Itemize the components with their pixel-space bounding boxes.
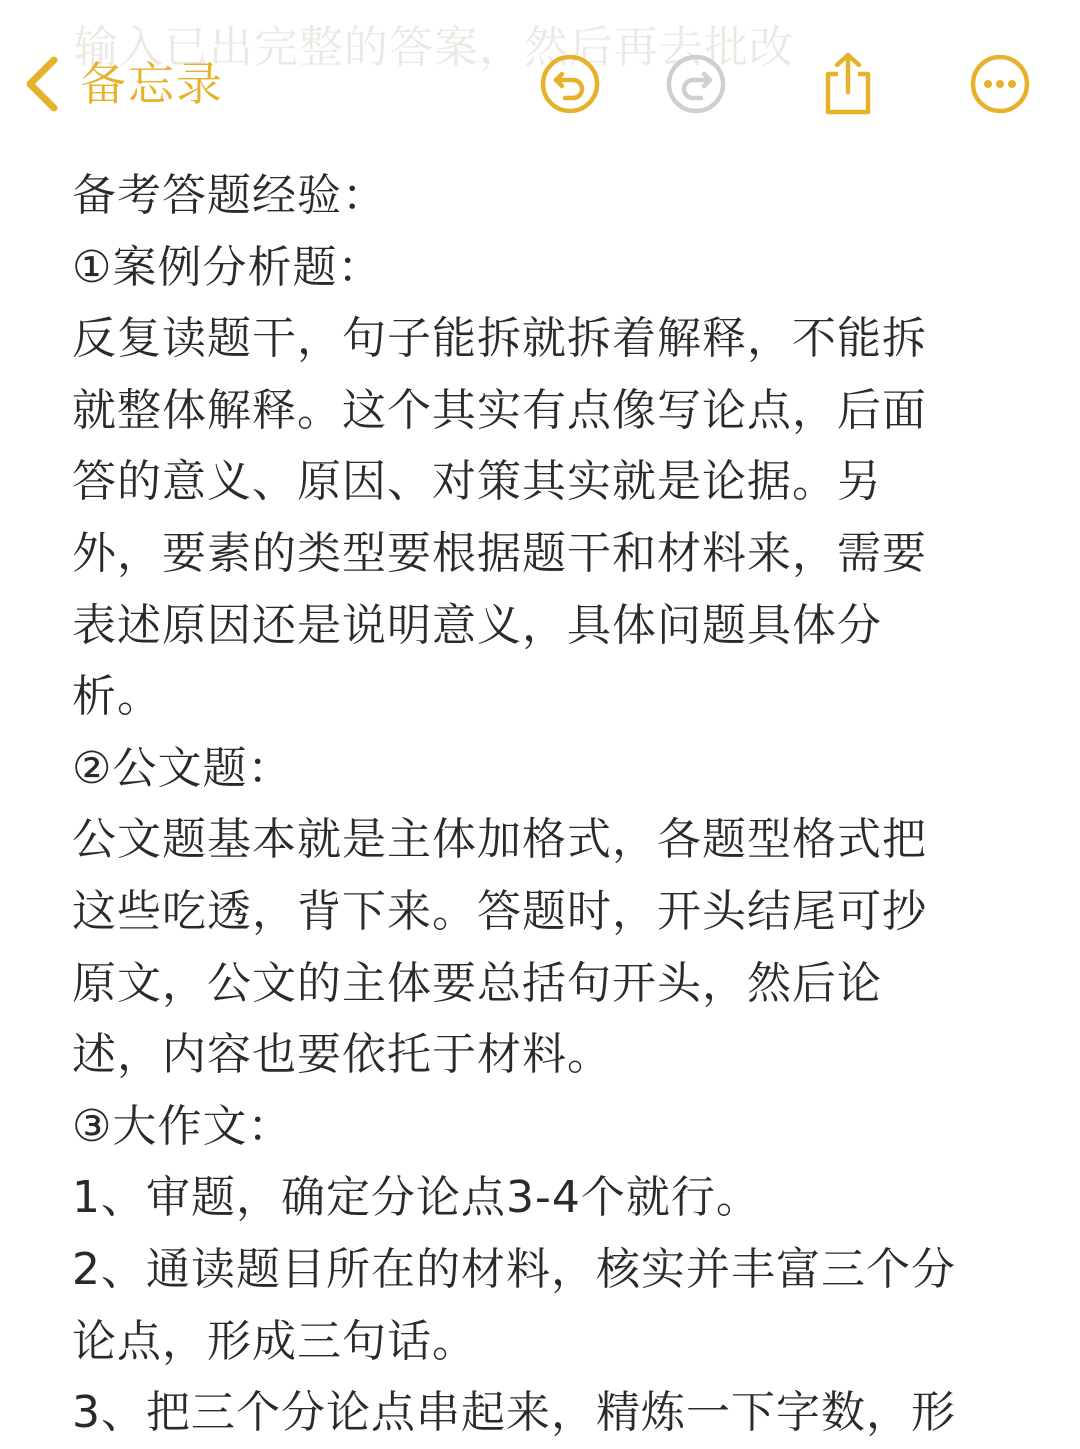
more-icon	[968, 52, 1032, 116]
note-line: 原文，公文的主体要总括句开头，然后论	[72, 957, 882, 1009]
back-button-label: 备忘录	[80, 57, 224, 111]
note-line: 这些吃透，背下来。答题时，开头结尾可抄	[72, 885, 927, 937]
section-title-essay: ③大作文：	[72, 1100, 293, 1152]
section-title-official-document: ②公文题：	[72, 742, 293, 794]
note-line: 答的意义、原因、对策其实就是论据。另	[72, 456, 882, 508]
note-heading: 备考答题经验：	[72, 170, 387, 221]
note-line: 论点，形成三句话。	[72, 1315, 477, 1367]
note-line: 反复读题干，句子能拆就拆着解释，不能拆	[72, 313, 927, 365]
faded-overlay-text: 输入已出完整的答案，然后再去批改	[74, 22, 794, 73]
section-title-case-analysis: ①案例分析题：	[72, 241, 383, 293]
note-line: 述，内容也要依托于材料。	[72, 1029, 612, 1081]
share-icon	[816, 52, 880, 116]
undo-button[interactable]	[538, 52, 602, 116]
note-line: 就整体解释。这个其实有点像写论点，后面	[72, 384, 927, 436]
back-button[interactable]	[22, 50, 224, 118]
note-line: 公文题基本就是主体加格式，各题型格式把	[72, 814, 927, 866]
note-body[interactable]	[72, 160, 1012, 1449]
redo-button[interactable]	[664, 52, 728, 116]
note-line: 2、通读题目所在的材料，核实并丰富三个分	[72, 1243, 956, 1295]
note-line: 外，要素的类型要根据题干和材料来，需要	[72, 527, 927, 579]
note-line: 1、审题，确定分论点3-4个就行。	[72, 1172, 761, 1224]
more-button[interactable]	[968, 52, 1032, 116]
chevron-left-icon	[22, 50, 62, 118]
share-button[interactable]	[816, 52, 880, 116]
note-line: 3、把三个分论点串起来，精炼一下字数，形	[72, 1387, 956, 1439]
redo-icon	[664, 52, 728, 116]
note-line: 析。	[72, 671, 162, 723]
note-line: 表述原因还是说明意义，具体问题具体分	[72, 599, 882, 651]
navigation-bar	[0, 0, 1080, 160]
undo-icon	[538, 52, 602, 116]
